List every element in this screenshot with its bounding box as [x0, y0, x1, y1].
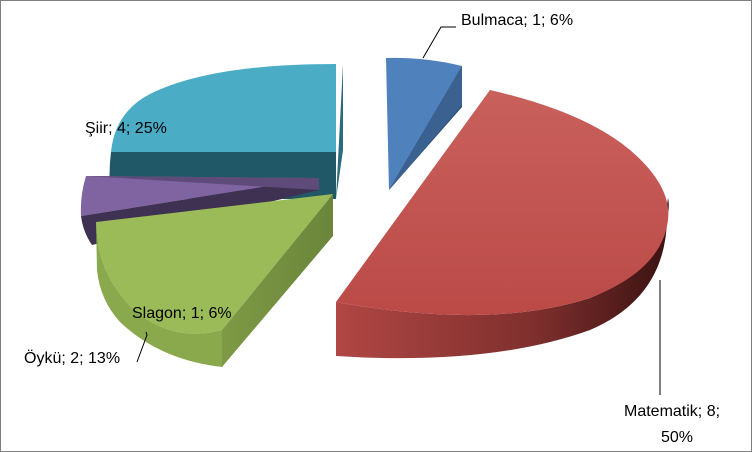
data-label-slagon: Slagon; 1; 6% [132, 305, 232, 322]
slice-slagon [96, 194, 333, 367]
data-label-siir: Şiir; 4; 25% [85, 120, 167, 137]
data-label-oyku: Öykü; 2; 13% [24, 350, 121, 367]
slice-siir-top [111, 64, 336, 152]
slice-matematik-top [336, 90, 668, 315]
leader-line-bulmaca [423, 27, 456, 58]
slice-siir-back [336, 64, 343, 199]
data-label-matematik-line2: 50% [660, 429, 694, 446]
slice-matematik [336, 90, 669, 358]
data-label-matematik-line1: Matematik; 8; [624, 403, 721, 420]
data-label-bulmaca: Bulmaca; 1; 6% [461, 12, 574, 29]
